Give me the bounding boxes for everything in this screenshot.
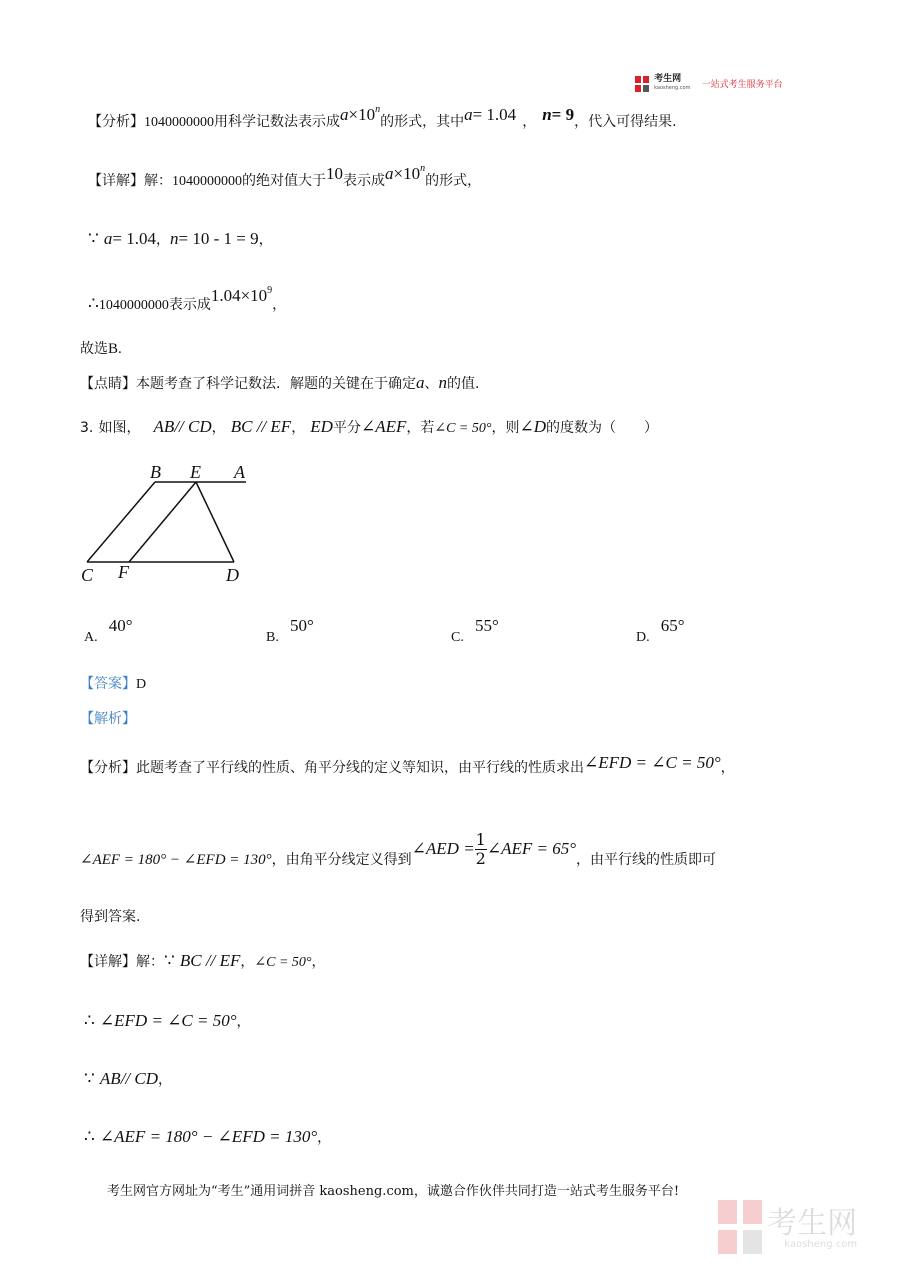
math-exp: n [420,163,426,174]
prev-detail-line [88,163,481,190]
label-D: D [226,565,239,585]
because-symbol: ∵ [84,1069,95,1088]
label-B: B [150,462,161,482]
math-var: n [438,373,447,392]
text: 解： [136,954,164,970]
because-symbol: ∵ [164,951,175,970]
detail-tag: 【详解】 [80,954,136,970]
text: ， [720,760,735,776]
option-letter: D. [636,630,650,645]
number: 1040000000 [172,174,242,189]
option-b[interactable] [266,616,314,646]
option-value: 40° [108,616,133,635]
math-var: a [103,229,113,248]
geometry-figure [70,455,260,590]
label-F: F [118,562,129,582]
option-a[interactable] [84,616,133,646]
text: 的绝对值大于 [242,173,326,189]
answer-letter: B. [108,341,122,357]
math: ×10 [393,164,421,183]
question-stem [80,417,658,437]
text: ，则 [491,420,520,436]
math-exp: 9 [267,285,273,296]
prev-because-line [88,229,273,249]
line-EF [129,482,196,562]
text: 如图， [98,420,141,436]
text: ，若 [406,420,435,436]
text: ，由平行线的性质即可 [576,852,717,868]
question-number: 3. [80,420,94,436]
text: 解： [144,173,172,189]
line-ED [196,482,234,562]
text: 得到答案. [80,909,141,925]
therefore-symbol: ∴ [84,1011,95,1030]
math: = 1.04 [112,229,157,248]
label-A: A [234,462,245,482]
math-var: a [464,105,473,124]
jiexi-tag: 【解析】 [80,711,136,727]
math: BC // EF [179,951,241,970]
text: ， [522,114,537,130]
frac-numerator: 1 [475,830,486,849]
therefore-symbol: ∴ [84,1127,95,1146]
math: ∠AEF [360,417,407,436]
text: ， [156,232,171,248]
analysis-tag: 【分析】 [80,760,136,776]
watermark-logo-icon [718,1200,762,1258]
option-value: 65° [660,616,685,635]
math-var: n [170,229,179,248]
header-slogan: 一站式考生服务平台 [701,80,783,90]
label-E: E [190,462,201,482]
option-c[interactable] [451,616,499,646]
text: 故选 [80,341,108,357]
math: ×10 [348,105,376,124]
line-BC [87,482,155,562]
answer-value: D [136,677,147,692]
logo-icon [635,76,649,92]
math-var: a [385,164,394,183]
text: 表示成 [168,297,211,313]
number: 1040000000 [144,115,214,130]
math: ∠EFD = ∠C = 50° [584,753,721,772]
detail-line-4 [84,1127,331,1147]
text: 平分 [332,420,361,436]
math: ∠C = 50° [434,421,492,436]
math: = 1.04 [472,105,517,124]
footer-text: 考生网官方网址为“考生”通用词拼音 kaosheng.com，诚邀合作伙伴共同打造一站式考生服务平台! [107,1184,680,1199]
watermark-domain: kaosheng.com [784,1239,858,1250]
math-exp: n [375,104,381,115]
text: 表示成 [343,173,385,189]
watermark-text: 考生网 [767,1206,858,1241]
text: ， [291,420,306,436]
point-tag: 【点睛】 [80,376,136,392]
text: ， [211,420,226,436]
math: ∠AED = [411,839,475,858]
math: 1.04×10 [210,286,268,305]
text: ， [258,232,273,248]
option-value: 55° [474,616,499,635]
option-d[interactable] [636,616,685,646]
prev-point-line [80,373,479,393]
math: ∠AEF = 65° [486,839,577,858]
math: ∠C = 50° [254,955,312,970]
math: 10 [326,164,343,183]
text: ， [311,954,326,970]
detail-line-1 [80,951,326,971]
logo-domain: kaosheng.com [654,84,691,91]
detail-tag: 【详解】 [88,173,144,189]
text: ， [240,954,255,970]
label-C: C [81,565,94,585]
fraction-half [475,831,487,868]
math: ED [310,417,333,436]
math-var: a [416,373,425,392]
detail-line-2 [84,1011,251,1031]
analysis-line-3 [80,906,140,926]
footer-watermark [718,1200,857,1258]
analysis-tag: 【分析】 [88,114,144,130]
text: 的度数为（ ） [546,420,659,436]
therefore-symbol: ∴ [88,294,99,313]
analysis-line-2 [80,831,716,869]
math: = 9 [551,105,575,124]
text: ， [158,1072,173,1088]
math-var: a [340,105,349,124]
option-letter: A. [84,630,98,645]
option-letter: C. [451,630,464,645]
text: ， [236,1014,251,1030]
prev-therefore-line [88,285,286,314]
logo-text: 考生网 [654,73,682,84]
number: 1040000000 [98,298,169,313]
prev-choose-line [80,338,122,358]
text: 本题考查了科学记数法．解题的关键在于确定 [136,376,416,392]
math: ∠D [519,417,547,436]
option-value: 50° [289,616,314,635]
text: ，由角平分线定义得到 [271,852,412,868]
detail-line-3 [84,1069,172,1089]
math: ∠AEF = 180° − ∠EFD = 130° [99,1127,318,1146]
text: 用科学记数法表示成 [214,114,340,130]
analysis-line-1 [80,753,735,777]
text: ， [317,1130,332,1146]
jiexi-line [80,708,136,728]
math: ∠EFD = ∠C = 50° [99,1011,237,1030]
math: = 10 - 1 = 9 [178,229,259,248]
text: ， [272,297,287,313]
math: BC // EF [230,417,292,436]
frac-denominator: 2 [475,849,486,868]
text: 的形式， [425,173,482,189]
math: ∠AEF = 180° − ∠EFD = 130° [80,852,272,868]
text: 此题考查了平行线的性质、角平分线的定义等知识，由平行线的性质求出 [136,760,584,776]
answer-line [80,673,146,693]
because-symbol: ∵ [88,229,99,248]
text: 的形式，其中 [380,114,465,130]
prev-analysis-line [88,104,677,131]
text: 的值. [447,376,480,392]
option-letter: B. [266,630,279,645]
answer-tag: 【答案】 [80,676,136,692]
math-var: n [542,105,552,124]
header-logo [635,73,783,93]
math: AB// CD [153,417,212,436]
text: ，代入可得结果. [574,114,677,130]
text: 、 [424,376,439,392]
math: AB// CD [99,1069,159,1088]
